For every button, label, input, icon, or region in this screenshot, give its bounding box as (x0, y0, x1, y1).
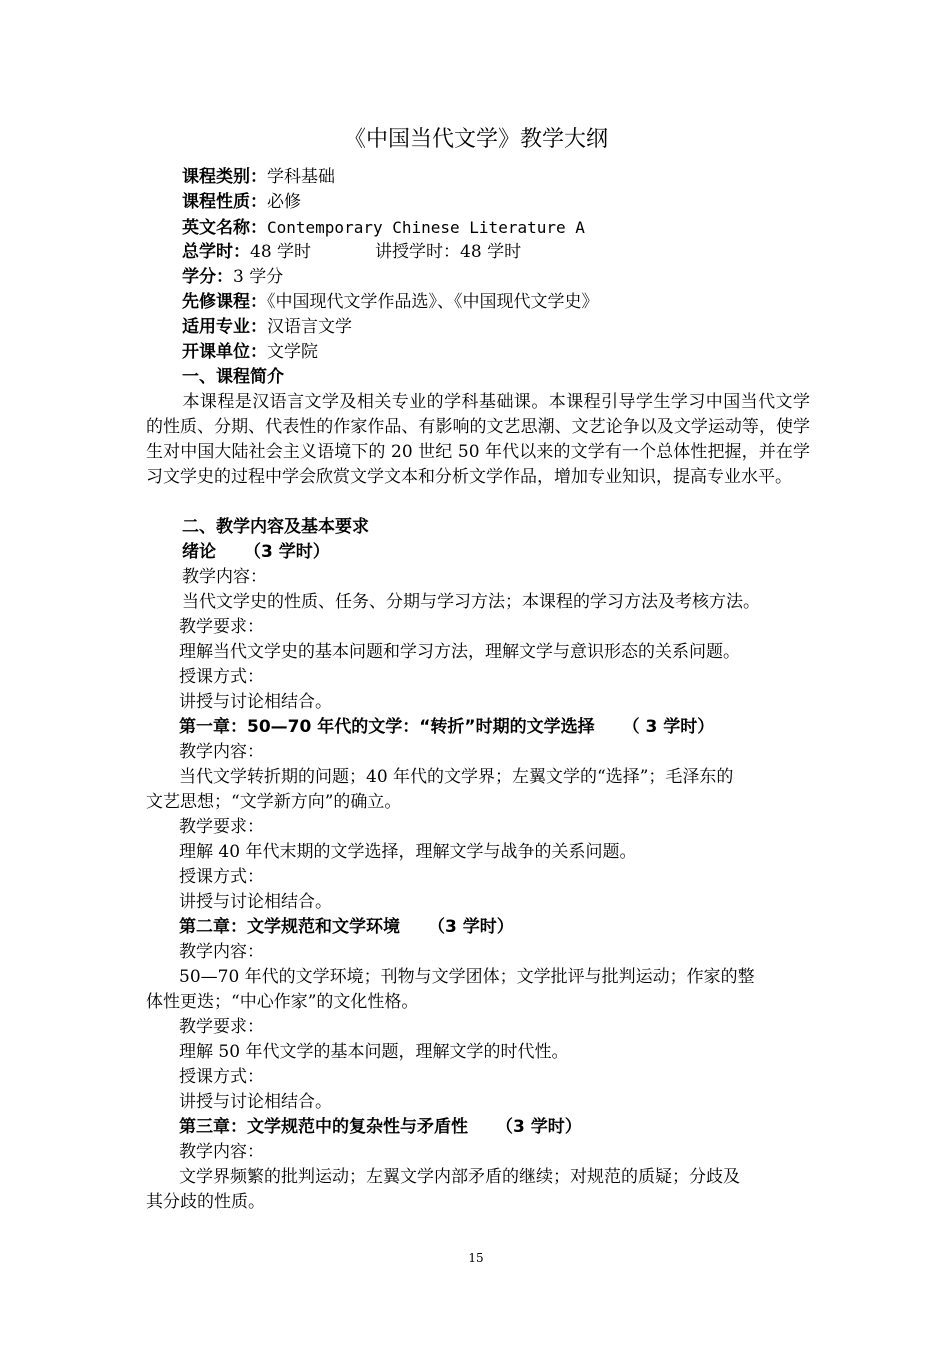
page-number: 15 (468, 1251, 484, 1265)
ch1-heading (0, 715, 952, 740)
meta-unit-value: 文学院 (267, 342, 318, 362)
meta-nature-value: 必修 (267, 192, 301, 212)
intro-req-label: 教学要求： (179, 617, 264, 637)
meta-credits-value: 3 学分 (233, 267, 284, 287)
intro-heading (0, 540, 952, 565)
ch3-heading (0, 1115, 952, 1140)
meta-category-value: 学科基础 (267, 167, 335, 187)
meta-hours (0, 240, 952, 265)
section2-heading: 二、教学内容及基本要求 (182, 517, 369, 537)
intro-method: 讲授与讨论相结合。 (179, 692, 332, 712)
intro-req: 理解当代文学史的基本问题和学习方法，理解文学与意识形态的关系问题。 (179, 642, 740, 662)
ch1-content-label: 教学内容： (179, 742, 264, 762)
meta-category (0, 165, 952, 190)
section1-body-text: 本课程是汉语言文学及相关专业的学科基础课。本课程引导学生学习中国当代文学的性质、分期、代表性的作家作品、有影响的文艺思潮、文艺论争以及文学运动等，使学生对中国大陆社会主义语境下的 20 世纪 50 年代以来的文学有一个总体性把握，并在学习文学史的过程中学会欣赏文学文本和分析文学作品，增加专业知识，提高专业水平。 (146, 392, 810, 487)
meta-english-value: Contemporary Chinese Literature A (267, 218, 585, 237)
meta-nature-label: 课程性质： (182, 192, 267, 212)
meta-major (0, 315, 952, 340)
meta-credits (0, 265, 952, 290)
intro-content: 当代文学史的性质、任务、分期与学习方法；本课程的学习方法及考核方法。 (182, 592, 760, 612)
ch3-content-line1: 文学界频繁的批判运动；左翼文学内部矛盾的继续；对规范的质疑；分歧及 (179, 1167, 740, 1187)
meta-english-label: 英文名称： (182, 218, 267, 238)
meta-unit-label: 开课单位： (182, 342, 267, 362)
ch2-method: 讲授与讨论相结合。 (179, 1092, 332, 1112)
ch2-method-label: 授课方式： (179, 1067, 264, 1087)
ch2-content-label: 教学内容： (179, 942, 264, 962)
meta-major-label: 适用专业： (182, 317, 267, 337)
meta-english (0, 215, 952, 241)
ch1-hours: （ 3 学时） (622, 717, 715, 737)
ch2-content-line1: 50—70 年代的文学环境；刊物与文学团体；文学批评与批判运动；作家的整 (179, 967, 755, 987)
intro-hours: （3 学时） (244, 542, 330, 562)
meta-prereq-label: 先修课程： (182, 292, 267, 312)
meta-major-value: 汉语言文学 (267, 317, 352, 337)
document-title: 《中国当代文学》教学大纲 (343, 127, 608, 152)
ch2-heading (0, 915, 952, 940)
meta-prereq-value: 《中国现代文学作品选》、《中国现代文学史》 (267, 292, 599, 312)
meta-prereq (0, 290, 952, 315)
section1-heading: 一、课程简介 (182, 367, 284, 387)
ch3-hours: （3 学时） (496, 1117, 582, 1137)
meta-nature (0, 190, 952, 215)
ch2-heading-text: 第二章：文学规范和文学环境 (179, 917, 400, 937)
ch3-heading-text: 第三章：文学规范中的复杂性与矛盾性 (179, 1117, 468, 1137)
ch3-content-line2: 其分歧的性质。 (146, 1192, 265, 1212)
intro-method-label: 授课方式： (179, 667, 264, 687)
meta-lecture-hours-label: 讲授学时： (375, 242, 461, 262)
ch1-method-label: 授课方式： (179, 867, 264, 887)
section1-body (146, 390, 810, 490)
meta-credits-label: 学分： (182, 267, 233, 287)
ch1-req-label: 教学要求： (179, 817, 264, 837)
meta-unit (0, 340, 952, 365)
meta-lecture-hours-value: 48 学时 (460, 242, 522, 262)
ch2-req-label: 教学要求： (179, 1017, 264, 1037)
ch3-content-label: 教学内容： (179, 1142, 264, 1162)
intro-heading-text: 绪论 (182, 542, 216, 562)
ch2-hours: （3 学时） (428, 917, 514, 937)
ch1-content-line1: 当代文学转折期的问题；40 年代的文学界；左翼文学的“选择”；毛泽东的 (179, 767, 734, 787)
ch1-req: 理解 40 年代末期的文学选择，理解文学与战争的关系问题。 (179, 842, 637, 862)
ch1-content-line2: 文艺思想；“文学新方向”的确立。 (146, 792, 402, 812)
meta-total-hours-value: 48 学时 (250, 242, 312, 262)
ch2-content-line2: 体性更迭；“中心作家”的文化性格。 (146, 992, 419, 1012)
ch2-req: 理解 50 年代文学的基本问题，理解文学的时代性。 (179, 1042, 569, 1062)
ch1-method: 讲授与讨论相结合。 (179, 892, 332, 912)
ch1-heading-text: 第一章：50—70 年代的文学：“转折”时期的文学选择 (179, 717, 595, 737)
intro-content-label: 教学内容： (182, 567, 267, 587)
meta-category-label: 课程类别： (182, 167, 267, 187)
meta-total-hours-label: 总学时： (182, 242, 250, 262)
